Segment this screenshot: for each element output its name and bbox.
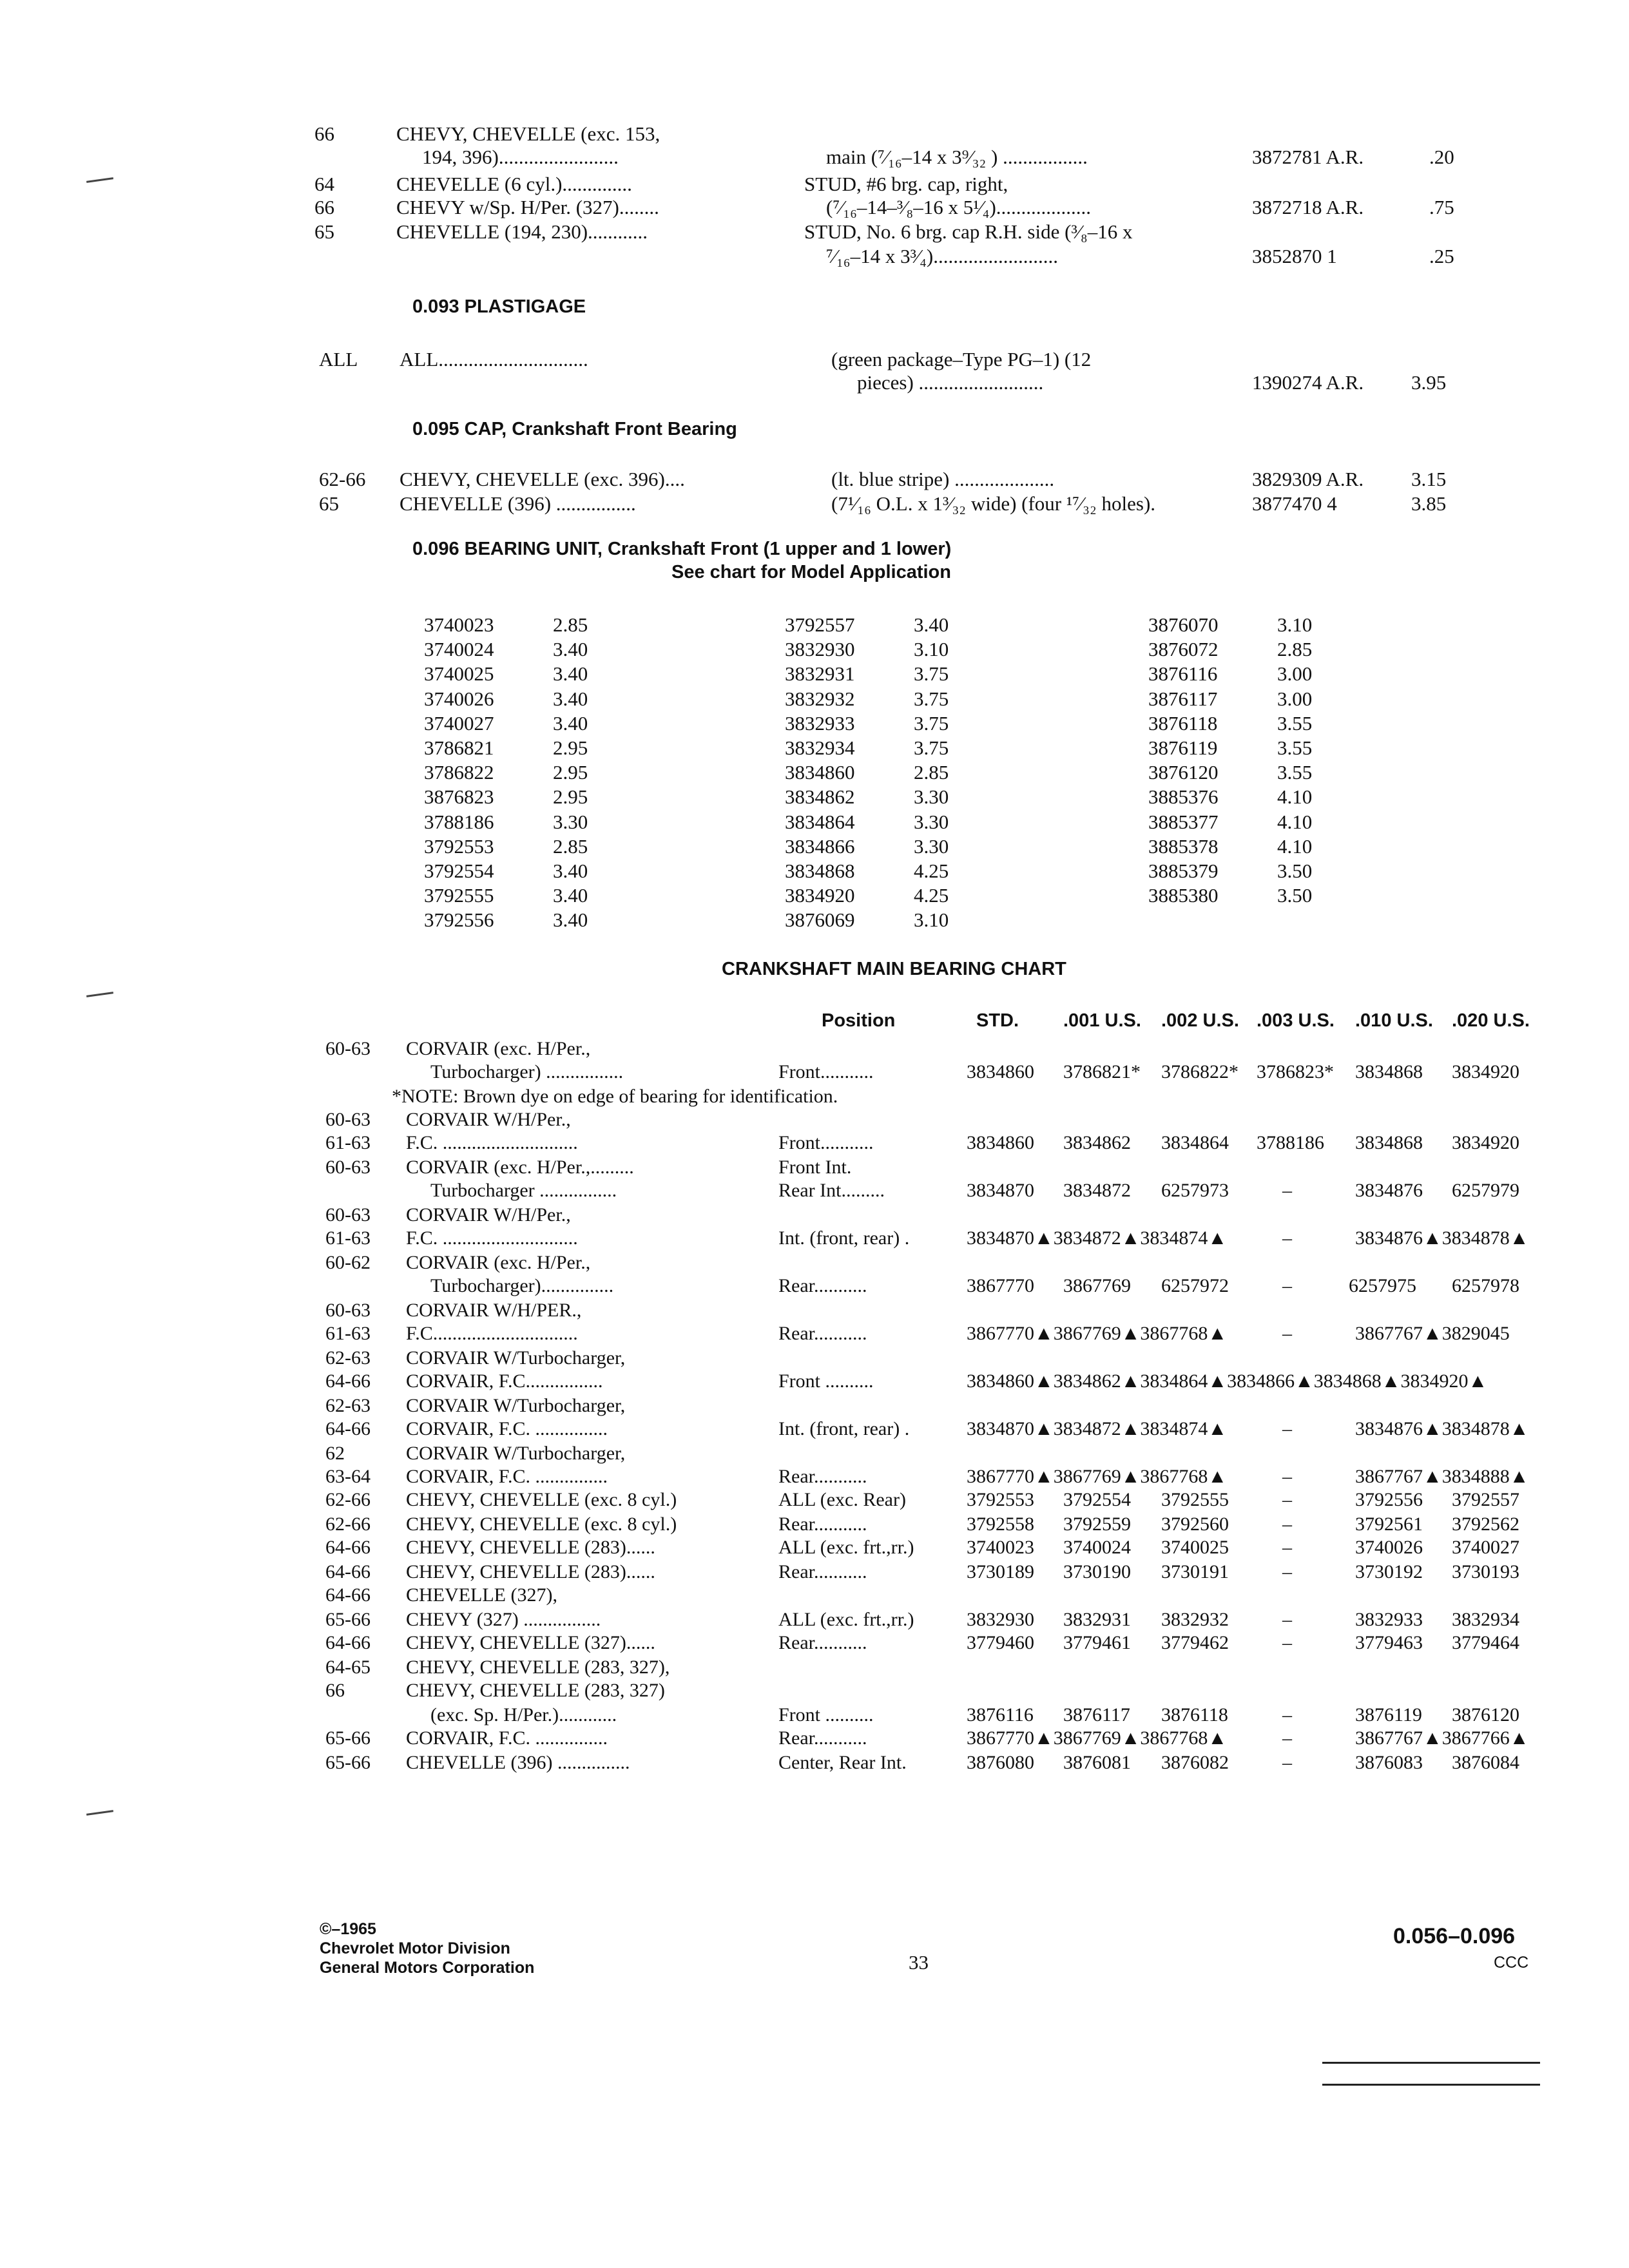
cell: (green package–Type PG–1) (12 (831, 348, 1092, 370)
cell: 60-63 (325, 1109, 371, 1130)
cell: 62 (325, 1443, 345, 1464)
part-number: 3792557 (785, 613, 855, 636)
part-price: 4.10 (1277, 811, 1313, 833)
cell: CORVAIR (exc. H/Per., (406, 1038, 591, 1059)
cell: Int. (front, rear) . (778, 1418, 910, 1439)
cell: 60-62 (325, 1252, 371, 1273)
cell: 64-66 (325, 1537, 371, 1558)
cell: CHEVY, CHEVELLE (283, 327) (406, 1680, 665, 1701)
cell: 3834876▲3834878▲ (1355, 1418, 1529, 1439)
cell: 6257972 (1161, 1275, 1229, 1296)
part-price: 3.55 (1277, 761, 1313, 783)
cell: CORVAIR W/Turbocharger, (406, 1347, 626, 1369)
cell: 3834860 (967, 1061, 1034, 1082)
cell: 66 (314, 122, 334, 145)
cell: CHEVY, CHEVELLE (exc. 8 cyl.) (406, 1514, 677, 1535)
part-price: 3.55 (1277, 712, 1313, 735)
cell: CORVAIR (exc. H/Per., (406, 1252, 591, 1273)
cell: – (1282, 1227, 1292, 1249)
page-number: 33 (909, 1951, 929, 1974)
part-price: 3.00 (1277, 687, 1313, 710)
part-price: 2.95 (553, 785, 588, 808)
cell: 3779461 (1063, 1632, 1131, 1653)
cell: 3876120 (1452, 1704, 1519, 1725)
cell: – (1282, 1537, 1292, 1558)
cell: Rear........... (778, 1561, 867, 1582)
part-price: 3.10 (914, 908, 949, 931)
cell: 3832930 (967, 1609, 1034, 1630)
cell: (lt. blue stripe) .................... (831, 468, 1055, 490)
cell: 194, 396)........................ (422, 146, 619, 168)
cell: 3.15 (1411, 468, 1447, 490)
cell: F.C. ............................ (406, 1227, 578, 1249)
cell: Front Int. (778, 1157, 852, 1178)
cell: 3834870 (967, 1180, 1034, 1201)
cell: 3740026 (1355, 1537, 1423, 1558)
cell: – (1282, 1609, 1292, 1630)
part-number: 3876119 (1148, 736, 1218, 759)
part-number: 3834868 (785, 860, 855, 882)
header-001-us: .001 U.S. (1063, 1010, 1141, 1031)
cell: 65-66 (325, 1609, 371, 1630)
cell: 3829309 A.R. (1252, 468, 1364, 490)
cell: 3834860 (967, 1132, 1034, 1153)
cell: 60-63 (325, 1038, 371, 1059)
part-number: 3885379 (1148, 860, 1219, 882)
cell: 3834868 (1355, 1061, 1423, 1082)
cell: 3730193 (1452, 1561, 1519, 1582)
part-number: 3885376 (1148, 785, 1219, 808)
part-price: 3.40 (553, 884, 588, 907)
cell: (7¹⁄₁₆ O.L. x 1³⁄₃₂ wide) (four ¹⁷⁄₃₂ holes). (831, 492, 1156, 515)
cell: 3867770 (967, 1275, 1034, 1296)
cell: 65-66 (325, 1727, 371, 1749)
cell: 3876080 (967, 1752, 1034, 1773)
cell: – (1282, 1466, 1292, 1487)
part-number: 3876070 (1148, 613, 1219, 636)
cell: 3834920 (1452, 1132, 1519, 1153)
cell: 3792555 (1161, 1489, 1229, 1510)
cell: 64-65 (325, 1657, 371, 1678)
cell: 3834870▲3834872▲3834874▲ (967, 1418, 1228, 1439)
cell: 61-63 (325, 1227, 371, 1249)
cell: 64-66 (325, 1370, 371, 1392)
cell: CORVAIR W/H/Per., (406, 1204, 571, 1225)
cell: CHEVY (327) ................ (406, 1609, 601, 1630)
part-price: 3.40 (553, 638, 588, 660)
margin-mark (86, 1810, 113, 1816)
part-price: 3.75 (914, 736, 949, 759)
part-number: 3792553 (424, 835, 494, 858)
cell: ALL (exc. frt.,rr.) (778, 1537, 914, 1558)
cell: 3867770▲3867769▲3867768▲ (967, 1323, 1228, 1344)
part-price: 3.75 (914, 687, 949, 710)
cell: CHEVY, CHEVELLE (exc. 396).... (400, 468, 685, 490)
cell: STUD, No. 6 brg. cap R.H. side (³⁄₈–16 x (804, 220, 1133, 243)
cell: Rear........... (778, 1323, 867, 1344)
part-price: 2.85 (553, 613, 588, 636)
cell: Rear........... (778, 1275, 867, 1296)
cell: .25 (1429, 245, 1454, 267)
cell: 3867770▲3867769▲3867768▲ (967, 1727, 1228, 1749)
part-price: 3.10 (914, 638, 949, 660)
cell: 3792562 (1452, 1514, 1519, 1535)
cell: 62-66 (325, 1489, 371, 1510)
cell: 3792558 (967, 1514, 1034, 1535)
cell: Front .......... (778, 1370, 874, 1392)
part-price: 3.40 (553, 908, 588, 931)
cell: – (1282, 1514, 1292, 1535)
cell: CHEVY, CHEVELLE (283)...... (406, 1537, 655, 1558)
part-number: 3885378 (1148, 835, 1219, 858)
cell: 6257978 (1452, 1275, 1519, 1296)
cell: Rear Int......... (778, 1180, 885, 1201)
part-number: 3792556 (424, 908, 494, 931)
group-range: 0.056–0.096 (1393, 1924, 1516, 1948)
cell: 3876084 (1452, 1752, 1519, 1773)
part-number: 3740024 (424, 638, 494, 660)
cell: – (1282, 1561, 1292, 1582)
part-number: 3834866 (785, 835, 855, 858)
cell: 62-63 (325, 1347, 371, 1369)
part-number: 3740026 (424, 687, 494, 710)
part-number: 3876120 (1148, 761, 1219, 783)
part-price: 3.30 (553, 811, 588, 833)
part-number: 3876118 (1148, 712, 1218, 735)
cell: 3779460 (967, 1632, 1034, 1653)
cell: CHEVELLE (327), (406, 1584, 557, 1606)
part-number: 3832931 (785, 662, 855, 685)
cell: 3792559 (1063, 1514, 1131, 1535)
cell: 3832932 (1161, 1609, 1229, 1630)
part-price: 4.25 (914, 860, 949, 882)
cell: ALL (exc. Rear) (778, 1489, 906, 1510)
cell: .20 (1429, 146, 1454, 168)
part-number: 3834920 (785, 884, 855, 907)
cell: 65 (319, 492, 339, 515)
cell: 3834864 (1161, 1132, 1229, 1153)
cell: 60-63 (325, 1157, 371, 1178)
part-price: 3.40 (553, 662, 588, 685)
part-price: 2.85 (1277, 638, 1313, 660)
cell: 64-66 (325, 1418, 371, 1439)
cell: (⁷⁄₁₆–14–³⁄₈–16 x 5¹⁄₄)................... (826, 196, 1092, 218)
cell: 3867769 (1063, 1275, 1131, 1296)
page-rule (1322, 2084, 1540, 2086)
cell: CHEVELLE (396) ................ (400, 492, 636, 515)
chart-title: CRANKSHAFT MAIN BEARING CHART (722, 959, 1066, 979)
cell: 3740023 (967, 1537, 1034, 1558)
part-number: 3740023 (424, 613, 494, 636)
section-heading: 0.095 CAP, Crankshaft Front Bearing (412, 419, 737, 439)
cell: 65 (314, 220, 334, 243)
cell: 3834876▲3834878▲ (1355, 1227, 1529, 1249)
cell: 3779464 (1452, 1632, 1519, 1653)
cell: 3792556 (1355, 1489, 1423, 1510)
cell: 3834862 (1063, 1132, 1131, 1153)
cell: 60-63 (325, 1204, 371, 1225)
part-price: 3.50 (1277, 884, 1313, 907)
part-price: 3.00 (1277, 662, 1313, 685)
cell: 62-63 (325, 1395, 371, 1416)
part-number: 3834864 (785, 811, 855, 833)
cell: 3786823* (1257, 1061, 1334, 1082)
see-chart-note: See chart for Model Application (671, 562, 951, 582)
cell: 3876117 (1063, 1704, 1130, 1725)
cell: 66 (325, 1680, 345, 1701)
cell: 3834920 (1452, 1061, 1519, 1082)
header-010-us: .010 U.S. (1355, 1010, 1433, 1031)
cell: ⁷⁄₁₆–14 x 3³⁄₄)......................... (826, 245, 1058, 267)
part-price: 2.85 (914, 761, 949, 783)
cell: 3779463 (1355, 1632, 1423, 1653)
part-price: 2.85 (553, 835, 588, 858)
cell: 6257975 (1349, 1275, 1416, 1296)
cell: 3.95 (1411, 371, 1447, 394)
header-003-us: .003 U.S. (1257, 1010, 1335, 1031)
part-price: 2.95 (553, 736, 588, 759)
part-price: 4.25 (914, 884, 949, 907)
cell: 3867767▲3834888▲ (1355, 1466, 1529, 1487)
cell: – (1282, 1727, 1292, 1749)
cell: CHEVY w/Sp. H/Per. (327)........ (396, 196, 659, 218)
cell: 65-66 (325, 1752, 371, 1773)
cell: 3832933 (1355, 1609, 1423, 1630)
part-number: 3834860 (785, 761, 855, 783)
part-number: 3788186 (424, 811, 494, 833)
part-price: 3.75 (914, 662, 949, 685)
cell: CHEVELLE (6 cyl.).............. (396, 173, 632, 195)
cell: *NOTE: Brown dye on edge of bearing for identification. (392, 1086, 838, 1107)
cell: 3730192 (1355, 1561, 1423, 1582)
cell: 3740027 (1452, 1537, 1519, 1558)
cell: CHEVY, CHEVELLE (327)...... (406, 1632, 655, 1653)
cell: Rear........... (778, 1466, 867, 1487)
cell: 3730189 (967, 1561, 1034, 1582)
cell: F.C. ............................ (406, 1132, 578, 1153)
cell: 60-63 (325, 1300, 371, 1321)
cell: 64-66 (325, 1632, 371, 1653)
part-number: 3792554 (424, 860, 494, 882)
part-number: 3832933 (785, 712, 855, 735)
cell: 62-66 (319, 468, 366, 490)
cell: 3834870▲3834872▲3834874▲ (967, 1227, 1228, 1249)
part-number: 3876072 (1148, 638, 1219, 660)
part-price: 4.10 (1277, 835, 1313, 858)
cell: 3867767▲3829045 (1355, 1323, 1510, 1344)
cell: – (1282, 1632, 1292, 1653)
cell: 3832931 (1063, 1609, 1131, 1630)
cell: CHEVY, CHEVELLE (283)...... (406, 1561, 655, 1582)
cell: Front .......... (778, 1704, 874, 1725)
margin-mark (86, 992, 113, 997)
cell: ALL.............................. (400, 348, 588, 370)
cell: 3792561 (1355, 1514, 1423, 1535)
page-rule (1322, 2062, 1540, 2064)
part-price: 4.10 (1277, 785, 1313, 808)
part-price: 3.40 (553, 712, 588, 735)
cell: 3867767▲3867766▲ (1355, 1727, 1529, 1749)
cell: 3834876 (1355, 1180, 1423, 1201)
part-number: 3740027 (424, 712, 494, 735)
part-number: 3832932 (785, 687, 855, 710)
section-heading: 0.093 PLASTIGAGE (412, 296, 586, 317)
cell: STUD, #6 brg. cap, right, (804, 173, 1008, 195)
cell: 6257979 (1452, 1180, 1519, 1201)
group-code: CCC (1494, 1954, 1529, 1972)
cell: CORVAIR, F.C. ............... (406, 1418, 608, 1439)
cell: 3832934 (1452, 1609, 1519, 1630)
cell: 62-66 (325, 1514, 371, 1535)
cell: 64-66 (325, 1561, 371, 1582)
cell: 3834860▲3834862▲3834864▲3834866▲3834868▲3834920▲ (967, 1370, 1488, 1392)
margin-mark (86, 177, 113, 183)
cell: ALL (exc. frt.,rr.) (778, 1609, 914, 1630)
cell: 3867770▲3867769▲3867768▲ (967, 1466, 1228, 1487)
cell: – (1282, 1275, 1292, 1296)
cell: CORVAIR W/H/PER., (406, 1300, 582, 1321)
cell: 61-63 (325, 1132, 371, 1153)
part-price: 3.30 (914, 835, 949, 858)
cell: 3.85 (1411, 492, 1447, 515)
cell: 63-64 (325, 1466, 371, 1487)
cell: 66 (314, 196, 334, 218)
part-price: 3.40 (914, 613, 949, 636)
cell: 1390274 A.R. (1252, 371, 1364, 394)
cell: Turbocharger) ................ (430, 1061, 624, 1082)
cell: 61-63 (325, 1323, 371, 1344)
cell: CHEVELLE (396) ............... (406, 1752, 630, 1773)
header-002-us: .002 U.S. (1161, 1010, 1239, 1031)
cell: main (⁷⁄₁₆–14 x 3⁹⁄₃₂ ) ................. (826, 146, 1088, 168)
cell: 3876083 (1355, 1752, 1423, 1773)
part-number: 3876069 (785, 908, 855, 931)
cell: 64 (314, 173, 334, 195)
part-price: 3.40 (553, 687, 588, 710)
cell: 3730190 (1063, 1561, 1131, 1582)
part-price: 3.10 (1277, 613, 1313, 636)
part-price: 3.30 (914, 811, 949, 833)
cell: ALL (319, 348, 358, 370)
cell: 3792557 (1452, 1489, 1519, 1510)
cell: CHEVELLE (194, 230)............ (396, 220, 648, 243)
part-price: 2.95 (553, 761, 588, 783)
part-price: 3.40 (553, 860, 588, 882)
cell: CORVAIR, F.C. ............... (406, 1727, 608, 1749)
cell: CORVAIR W/H/Per., (406, 1109, 571, 1130)
part-number: 3885377 (1148, 811, 1219, 833)
part-price: 3.30 (914, 785, 949, 808)
cell: 3740024 (1063, 1537, 1131, 1558)
part-number: 3832934 (785, 736, 855, 759)
cell: 3792560 (1161, 1514, 1229, 1535)
part-number: 3832930 (785, 638, 855, 660)
cell: CHEVY, CHEVELLE (283, 327), (406, 1657, 670, 1678)
cell: 3852870 1 (1252, 245, 1337, 267)
cell: CHEVY, CHEVELLE (exc. 8 cyl.) (406, 1489, 677, 1510)
cell: 3877470 4 (1252, 492, 1337, 515)
part-number: 3740025 (424, 662, 494, 685)
cell: 3740025 (1161, 1537, 1229, 1558)
cell: 3792553 (967, 1489, 1034, 1510)
cell: 3834868 (1355, 1132, 1423, 1153)
cell: CORVAIR, F.C. ............... (406, 1466, 608, 1487)
cell: – (1282, 1489, 1292, 1510)
part-price: 3.55 (1277, 736, 1313, 759)
cell: Center, Rear Int. (778, 1752, 907, 1773)
cell: Turbocharger ................ (430, 1180, 617, 1201)
copyright: ©–1965 (320, 1920, 376, 1938)
cell: 3730191 (1161, 1561, 1229, 1582)
division-name: Chevrolet Motor Division (320, 1939, 510, 1957)
cell: pieces) ......................... (857, 371, 1044, 394)
cell: 3876082 (1161, 1752, 1229, 1773)
cell: 3786821* (1063, 1061, 1141, 1082)
cell: .75 (1429, 196, 1454, 218)
cell: CHEVY, CHEVELLE (exc. 153, (396, 122, 660, 145)
cell: Turbocharger)............... (430, 1275, 614, 1296)
cell: CORVAIR, F.C................ (406, 1370, 603, 1392)
cell: – (1282, 1180, 1292, 1201)
cell: 6257973 (1161, 1180, 1229, 1201)
cell: (exc. Sp. H/Per.)............ (430, 1704, 617, 1725)
cell: 3788186 (1257, 1132, 1324, 1153)
cell: – (1282, 1752, 1292, 1773)
part-number: 3792555 (424, 884, 494, 907)
part-number: 3876823 (424, 785, 494, 808)
cell: – (1282, 1418, 1292, 1439)
cell: 3876081 (1063, 1752, 1131, 1773)
cell: Front........... (778, 1061, 874, 1082)
part-number: 3876117 (1148, 687, 1218, 710)
part-number: 3834862 (785, 785, 855, 808)
cell: Int. (front, rear) . (778, 1227, 910, 1249)
header-std: STD. (976, 1010, 1019, 1031)
cell: Rear........... (778, 1632, 867, 1653)
header-position: Position (822, 1010, 896, 1031)
corporation-name: General Motors Corporation (320, 1959, 535, 1977)
cell: 3792554 (1063, 1489, 1131, 1510)
part-number: 3876116 (1148, 662, 1218, 685)
cell: CORVAIR (exc. H/Per.,......... (406, 1157, 634, 1178)
cell: Rear........... (778, 1514, 867, 1535)
cell: 3786822* (1161, 1061, 1239, 1082)
part-price: 3.75 (914, 712, 949, 735)
header-020-us: .020 U.S. (1452, 1010, 1530, 1031)
cell: CORVAIR W/Turbocharger, (406, 1395, 626, 1416)
part-price: 3.50 (1277, 860, 1313, 882)
cell: 3834872 (1063, 1180, 1131, 1201)
cell: 3876118 (1161, 1704, 1228, 1725)
part-number: 3885380 (1148, 884, 1219, 907)
part-number: 3786821 (424, 736, 494, 759)
cell: 3779462 (1161, 1632, 1229, 1653)
cell: – (1282, 1704, 1292, 1725)
cell: – (1282, 1323, 1292, 1344)
cell: 3876119 (1355, 1704, 1422, 1725)
cell: Front........... (778, 1132, 874, 1153)
cell: 3876116 (967, 1704, 1034, 1725)
part-number: 3786822 (424, 761, 494, 783)
section-heading: 0.096 BEARING UNIT, Crankshaft Front (1 upper and 1 lower) (412, 539, 952, 559)
cell: Rear........... (778, 1727, 867, 1749)
cell: 3872781 A.R. (1252, 146, 1364, 168)
cell: CORVAIR W/Turbocharger, (406, 1443, 626, 1464)
cell: 3872718 A.R. (1252, 196, 1364, 218)
cell: 64-66 (325, 1584, 371, 1606)
cell: F.C.............................. (406, 1323, 578, 1344)
